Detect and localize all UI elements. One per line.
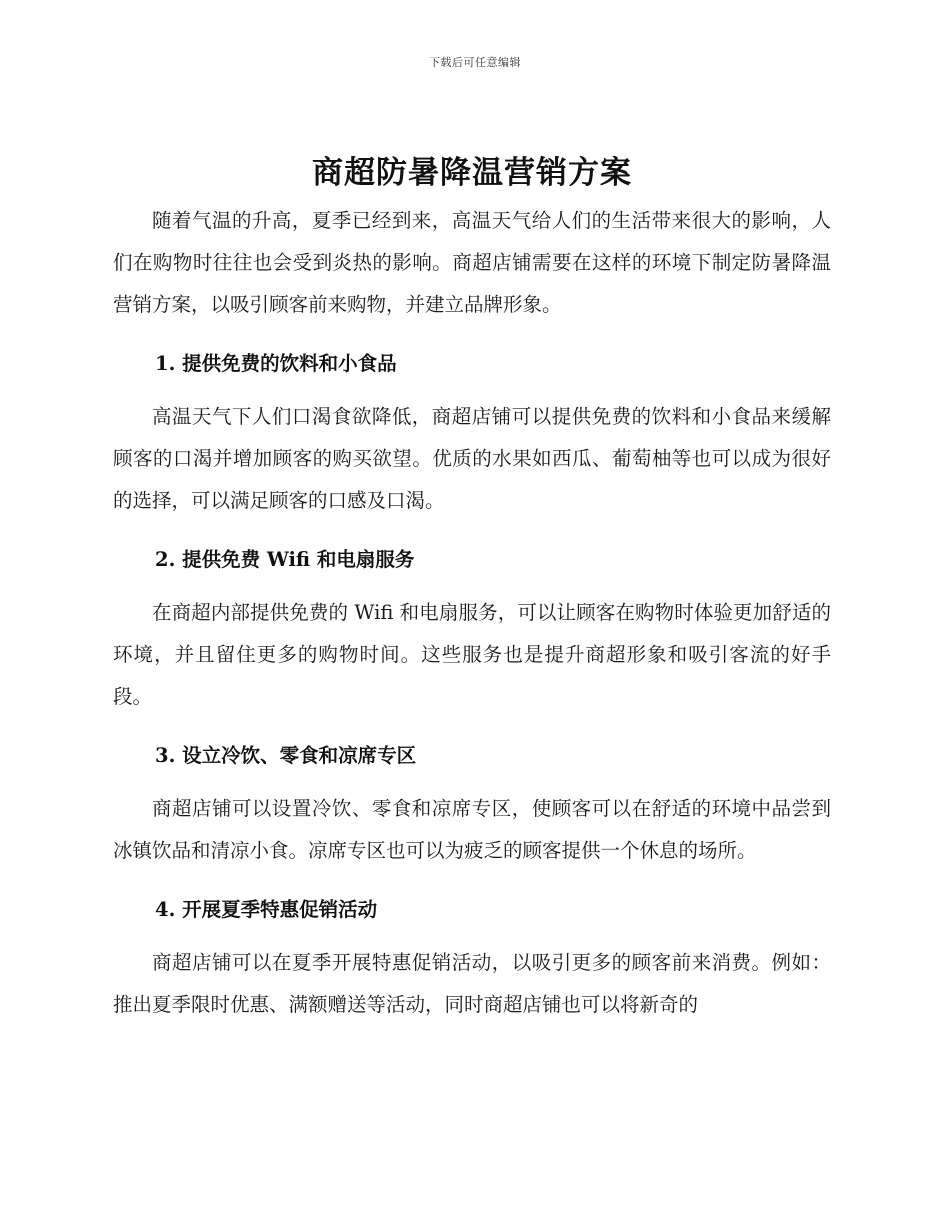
section-paragraph: 高温天气下人们口渴食欲降低，商超店铺可以提供免费的饮料和小食品来缓解顾客的口渴并增加顾客的购买欲望。优质的水果如西瓜、葡萄柚等也可以成为很好的选择，可以满足顾客的口感及口渴。: [113, 405, 831, 512]
section-heading: 2. 提供免费 Wifi 和电扇服务: [155, 548, 415, 571]
intro-paragraph: 随着气温的升高，夏季已经到来，高温天气给人们的生活带来很大的影响，人们在购物时往往也会受到炎热的影响。商超店铺需要在这样的环境下制定防暑降温营销方案，以吸引顾客前来购物，并建立品牌形象。: [113, 209, 831, 316]
section-heading: 4. 开展夏季特惠促销活动: [155, 898, 378, 921]
section-paragraph: 在商超内部提供免费的 Wifi 和电扇服务，可以让顾客在购物时体验更加舒适的环境，并且留住更多的购物时间。这些服务也是提升商超形象和吸引客流的好手段。: [113, 601, 831, 708]
section-heading: 3. 设立冷饮、零食和凉席专区: [155, 744, 417, 767]
document-title: 商超防暑降温营销方案: [312, 155, 632, 191]
section-4: [113, 896, 831, 1026]
section-paragraph: 商超店铺可以设置冷饮、零食和凉席专区，使顾客可以在舒适的环境中品尝到冰镇饮品和清凉小食。凉席专区也可以为疲乏的顾客提供一个休息的场所。: [113, 797, 831, 862]
section-1: [113, 350, 831, 522]
section-paragraph: 商超店铺可以在夏季开展特惠促销活动，以吸引更多的顾客前来消费。例如：推出夏季限时优惠、满额赠送等活动，同时商超店铺也可以将新奇的: [113, 951, 831, 1016]
document-body: [113, 150, 831, 1026]
section-3: [113, 742, 831, 872]
header-note: 下载后可任意编辑: [429, 56, 521, 69]
section-2: [113, 546, 831, 718]
section-heading: 1. 提供免费的饮料和小食品: [155, 352, 397, 375]
